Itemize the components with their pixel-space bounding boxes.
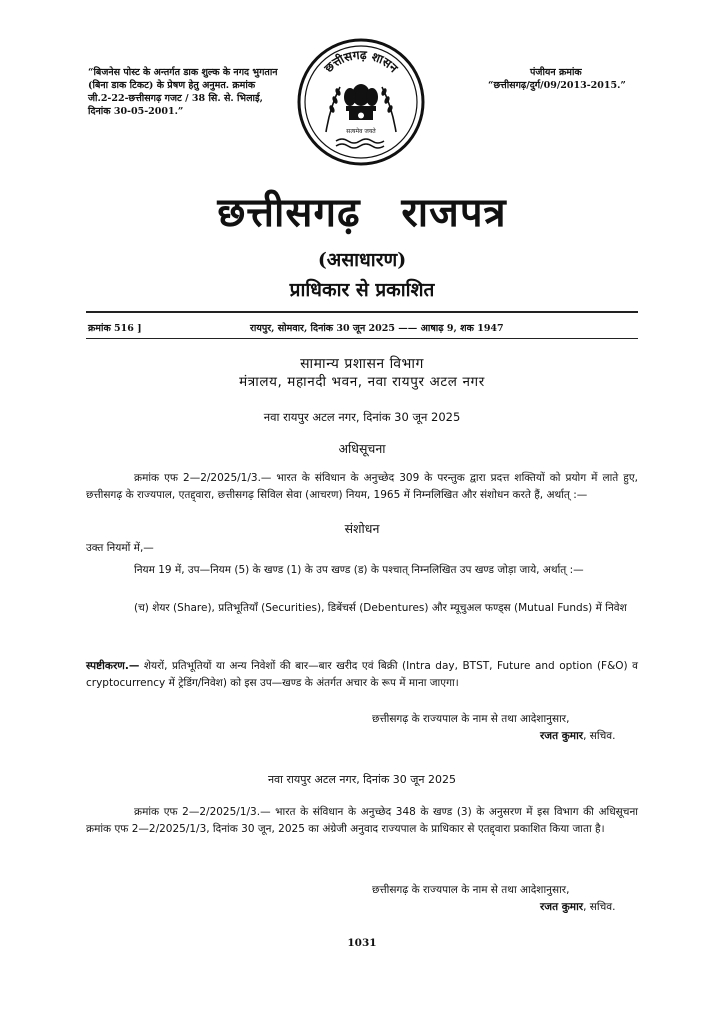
explanation-paragraph	[86, 658, 638, 692]
explanation-text: शेयरों, प्रतिभूतियों या अन्य निवेशों की बार—बार खरीद एवं बिक्री (Intra day, BTST, Future and option (F&O) व cryptocurrency में ट्रेडिंग/निवेश) को इस उप—खण्ड के अंतर्गत अचार के रूप में माना जाएगा।	[86, 660, 638, 689]
rules-intro: उक्त नियमों में,—	[86, 542, 154, 554]
issue-number: क्रमांक 516 ]	[88, 323, 142, 334]
signatory	[540, 729, 615, 743]
notice-place-date: नवा रायपुर अटल नगर, दिनांक 30 जून 2025	[263, 410, 461, 424]
gazette-authority-line: प्राधिकार से प्रकाशित	[289, 279, 435, 301]
state-emblem-seal	[296, 37, 426, 167]
emblem-arc-text: छत्तीसगढ़ शासन	[321, 47, 401, 76]
sub-clause-ch: (च) शेयर (Share), प्रतिभूतियॉं (Securities), डिबेंचर्स (Debentures) और म्यूचुअल फण्ड्स (Mutual Funds) में निवेश	[134, 602, 627, 614]
gazette-subtitle: (असाधारण)	[317, 249, 407, 271]
registration-number: “छत्तीसगढ़/दुर्ग/09/2013-2015.”	[488, 80, 626, 91]
issue-dateline: रायपुर, सोमवार, दिनांक 30 जून 2025 —— आषाढ़ 9, शक 1947	[250, 323, 504, 334]
postal-permit-note: “बिजनेस पोस्ट के अन्तर्गत डाक शुल्क के नगद भुगतान (बिना डाक टिकट) के प्रेषण हेतु अनुमत. क्रमांक जी.2-22-छत्तीसगढ़ गजट / 38 सि. से. भिलाई, दिनांक 30-05-2001.”	[88, 67, 278, 117]
svg-text:छत्तीसगढ़ शासन	[321, 48, 402, 76]
registration-label: पंजीयन क्रमांक	[530, 67, 582, 78]
rule-19-amendment: नियम 19 में, उप—नियम (5) के खण्ड (1) के उप खण्ड (ड) के पश्चात् निम्नलिखित उप खण्ड जोड़ा जाये, अर्थात् :—	[134, 564, 584, 576]
signatory-2	[540, 900, 615, 914]
signatory-name-2: रजत कुमार	[540, 901, 584, 913]
signatory-name: रजत कुमार	[540, 730, 584, 742]
signatory-title: , सचिव.	[583, 730, 616, 742]
signatory-title-2: , सचिव.	[583, 901, 616, 913]
notification-heading: अधिसूचना	[338, 441, 386, 456]
translation-paragraph: क्रमांक एफ 2—2/2025/1/3.— भारत के संविधान के अनुच्छेद 348 के खण्ड (3) के अनुसरण में इस विभाग की अधिसूचना क्रमांक एफ 2—2/2025/1/3, दिनांक 30 जून, 2025 का अंग्रेजी अनुवाद राज्यपाल के प्राधिकार से एतद्द्वारा प्रकाशित किया जाता है।	[86, 806, 638, 835]
amendment-heading: संशोधन	[344, 521, 380, 536]
signature-authority-line: छत्तीसगढ़ के राज्यपाल के नाम से तथा आदेशानुसार,	[372, 713, 570, 725]
signature-authority-line-2: छत्तीसगढ़ के राज्यपाल के नाम से तथा आदेशानुसार,	[372, 884, 570, 896]
explanation-label: स्पष्टीकरण.—	[86, 660, 140, 672]
issue-top-rule	[86, 311, 638, 313]
registration-block	[488, 66, 688, 92]
department-name: सामान्य प्रशासन विभाग	[300, 356, 424, 372]
page-number: 1031	[347, 937, 377, 949]
issue-bottom-rule	[86, 338, 638, 339]
gazette-title: छत्तीसगढ़ राजपत्र	[217, 189, 507, 236]
notification-paragraph: क्रमांक एफ 2—2/2025/1/3.— भारत के संविधान के अनुच्छेद 309 के परन्तुक द्वारा प्रदत्त शक्तियों को प्रयोग में लाते हुए, छत्तीसगढ़ के राज्यपाल, एतद्द्वारा, छत्तीसगढ़ सिविल सेवा (आचरण) नियम, 1965 में निम्नलिखित और संशोधन करते हैं, अर्थात् :—	[86, 472, 638, 501]
notice2-place-date: नवा रायपुर अटल नगर, दिनांक 30 जून 2025	[267, 773, 457, 786]
department-address: मंत्रालय, महानदी भवन, नवा रायपुर अटल नगर	[239, 374, 485, 390]
emblem-motto: सत्यमेव जयते	[346, 128, 376, 135]
